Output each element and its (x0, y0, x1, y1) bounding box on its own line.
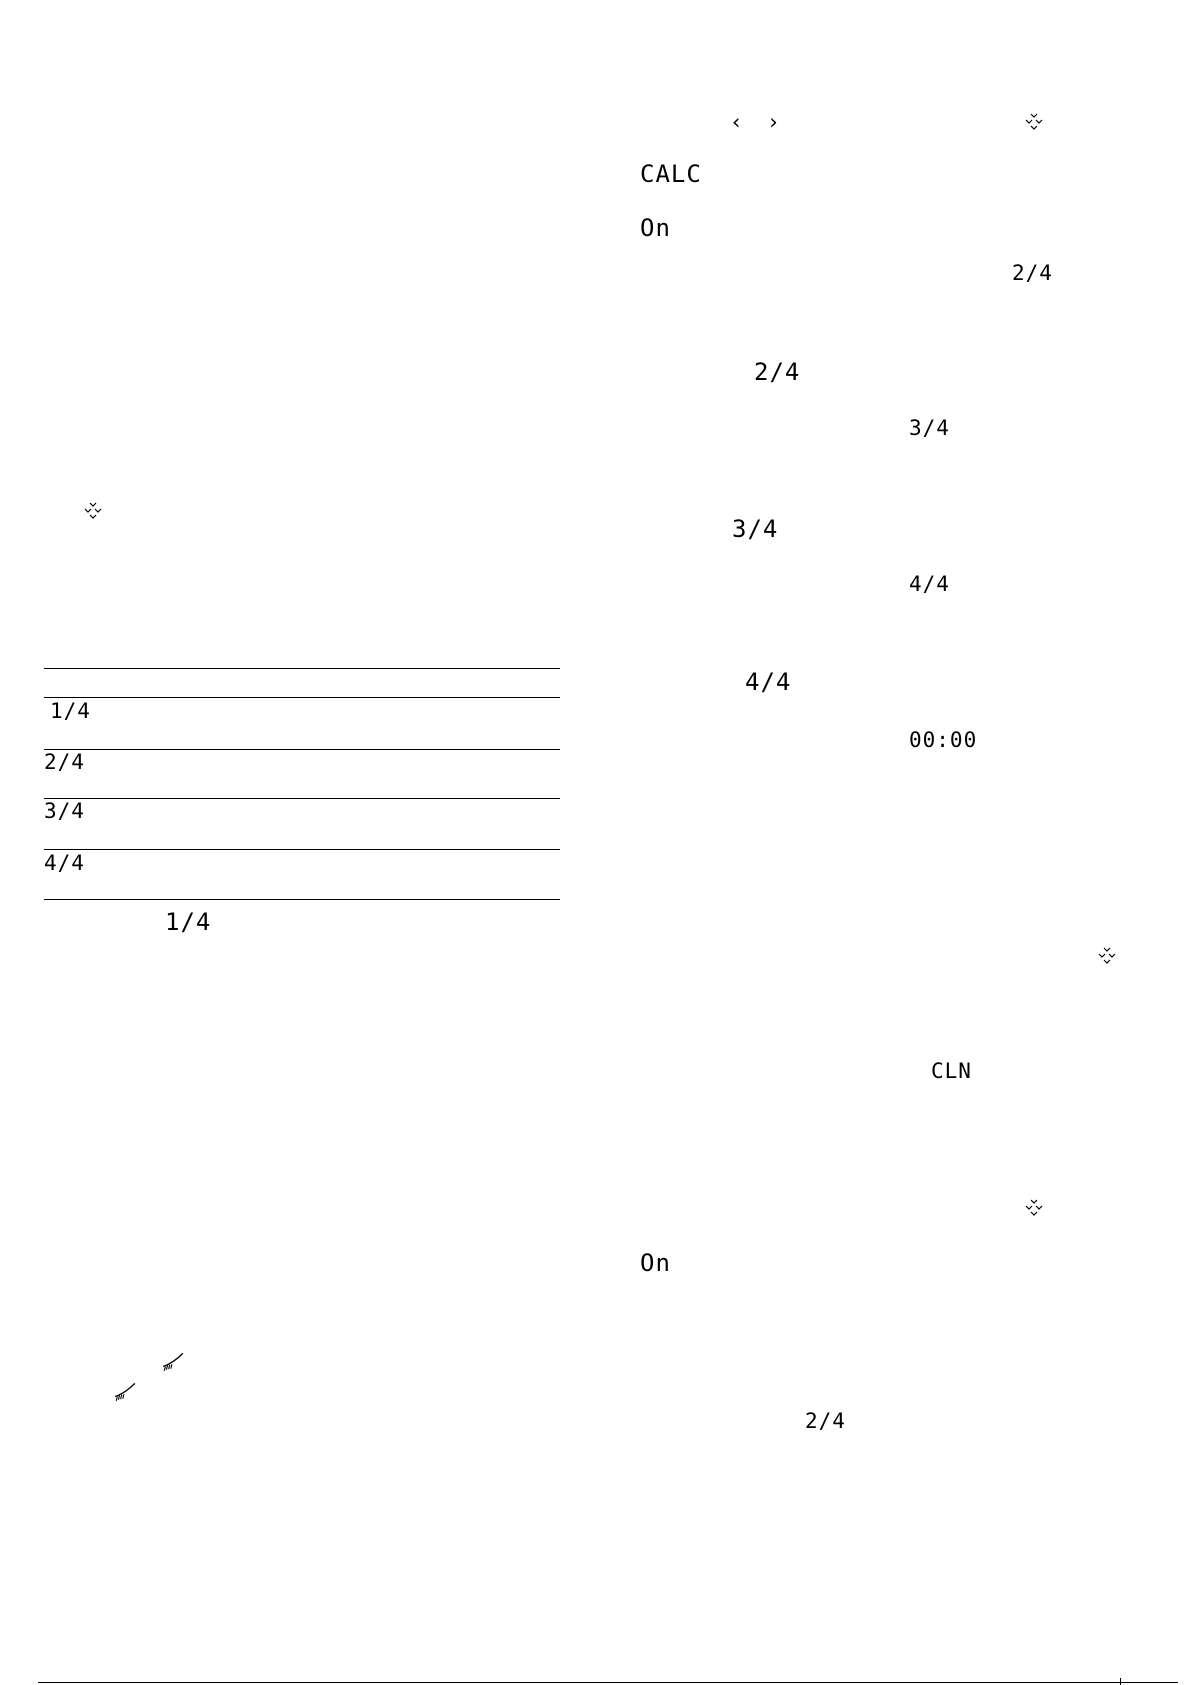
hardness-level-cell: 4/4 (44, 851, 85, 875)
chevron-right-icon: › (767, 110, 781, 134)
hardness-level-display: 3/4 (909, 416, 950, 440)
page-corner-tick (1120, 1678, 1121, 1685)
brush-icon (161, 1350, 185, 1372)
hardness-level-display: 3/4 (732, 515, 779, 543)
descale-icon (82, 501, 104, 523)
hardness-level-display: 2/4 (754, 358, 801, 386)
calc-display: CALC (640, 160, 702, 188)
table-row-rule (44, 798, 560, 799)
chevron-left-icon: ‹ (730, 110, 744, 134)
timer-display: 00:00 (909, 728, 978, 752)
descale-icon (1023, 112, 1045, 134)
default-hardness-level: 1/4 (165, 908, 212, 936)
hardness-level-display: 4/4 (745, 668, 792, 696)
brush-icon (113, 1380, 137, 1402)
table-top-rule (44, 668, 560, 669)
hardness-level-cell: 1/4 (50, 699, 91, 723)
descale-icon (1096, 946, 1118, 968)
hardness-level-cell: 3/4 (44, 799, 85, 823)
on-display: On (640, 1249, 671, 1277)
on-display: On (640, 214, 671, 242)
hardness-level-display: 2/4 (1012, 261, 1053, 285)
table-row-rule (44, 849, 560, 850)
table-bottom-rule (44, 899, 560, 900)
hardness-level-cell: 2/4 (44, 750, 85, 774)
descale-icon (1023, 1198, 1045, 1220)
hardness-level-display: 4/4 (909, 572, 950, 596)
page-bottom-rule (38, 1682, 1178, 1683)
cln-display: CLN (931, 1059, 972, 1083)
table-row-rule (44, 749, 560, 750)
hardness-level-display: 2/4 (805, 1409, 846, 1433)
table-header-rule (44, 697, 560, 698)
